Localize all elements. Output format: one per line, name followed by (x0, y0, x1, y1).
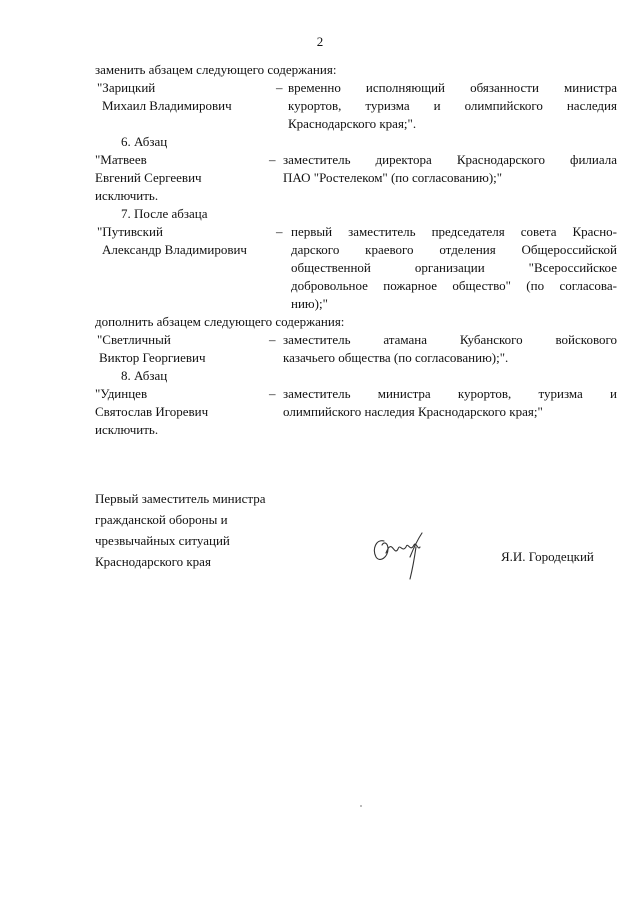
signer-name: Я.И. Городецкий (501, 549, 594, 564)
desc-line: ПАО "Ростелеком" (по согласованию);" (283, 170, 503, 185)
entry-name-line-2: Евгений Сергеевич (95, 170, 202, 185)
item-8-heading: 8. Абзац (121, 368, 168, 383)
entry-name-line-1: "Удинцев (95, 386, 148, 401)
scan-speck (360, 805, 362, 807)
desc-line: Краснодарского края;". (288, 116, 417, 131)
entry-name-line-1: "Зарицкий (97, 80, 156, 95)
entry-name-line-1: "Путивский (97, 224, 163, 239)
exclude-text: исключить. (95, 188, 159, 203)
desc-line: первый заместитель председателя совета Красно- (291, 224, 617, 239)
desc-line: заместитель атамана Кубанского войскового (283, 332, 617, 347)
page-number: 2 (316, 34, 324, 49)
desc-line: добровольное пожарное общество" (по согласова- (291, 278, 617, 293)
entry-dash: – (276, 80, 283, 95)
entry-name-line-2: Виктор Георгиевич (99, 350, 206, 365)
handwritten-signature (370, 527, 432, 582)
entry-description (291, 223, 617, 313)
desc-line: заместитель директора Краснодарского филиала (283, 152, 617, 167)
entry-description (283, 151, 617, 187)
entry-description (283, 385, 617, 421)
entry-name-line-2: Святослав Игоревич (95, 404, 209, 419)
desc-line: дарского краевого отделения Общероссийской (291, 242, 617, 257)
position-line: гражданской обороны и (95, 512, 228, 527)
entry-dash: – (269, 332, 276, 347)
desc-line: временно исполняющий обязанности министра (288, 80, 617, 95)
entry-name-line-2: Александр Владимирович (102, 242, 247, 257)
desc-line: олимпийского наследия Краснодарского края;" (283, 404, 543, 419)
entry-dash: – (269, 386, 276, 401)
item-7-heading: 7. После абзаца (121, 206, 208, 221)
item-6-heading: 6. Абзац (121, 134, 168, 149)
signatory-position (95, 490, 265, 574)
exclude-text: исключить. (95, 422, 159, 437)
desc-line: курортов, туризма и олимпийского наследия (288, 98, 617, 113)
position-line: Первый заместитель министра (95, 491, 266, 506)
desc-line: казачьего общества (по согласованию);". (283, 350, 509, 365)
intro-add-text: дополнить абзацем следующего содержания: (95, 314, 345, 329)
entry-name-line-1: "Матвеев (95, 152, 147, 167)
position-line: Краснодарского края (95, 554, 211, 569)
desc-line: заместитель министра курортов, туризма и (283, 386, 617, 401)
desc-line: общественной организации "Всероссийское (291, 260, 617, 275)
entry-description (288, 79, 617, 133)
position-line: чрезвычайных ситуаций (95, 533, 230, 548)
desc-line: нию);" (291, 296, 328, 311)
entry-name-line-2: Михаил Владимирович (102, 98, 232, 113)
entry-description (283, 331, 617, 367)
entry-dash: – (276, 224, 283, 239)
entry-name-line-1: "Светличный (97, 332, 171, 347)
intro-replace-text: заменить абзацем следующего содержания: (95, 62, 337, 77)
entry-dash: – (269, 152, 276, 167)
